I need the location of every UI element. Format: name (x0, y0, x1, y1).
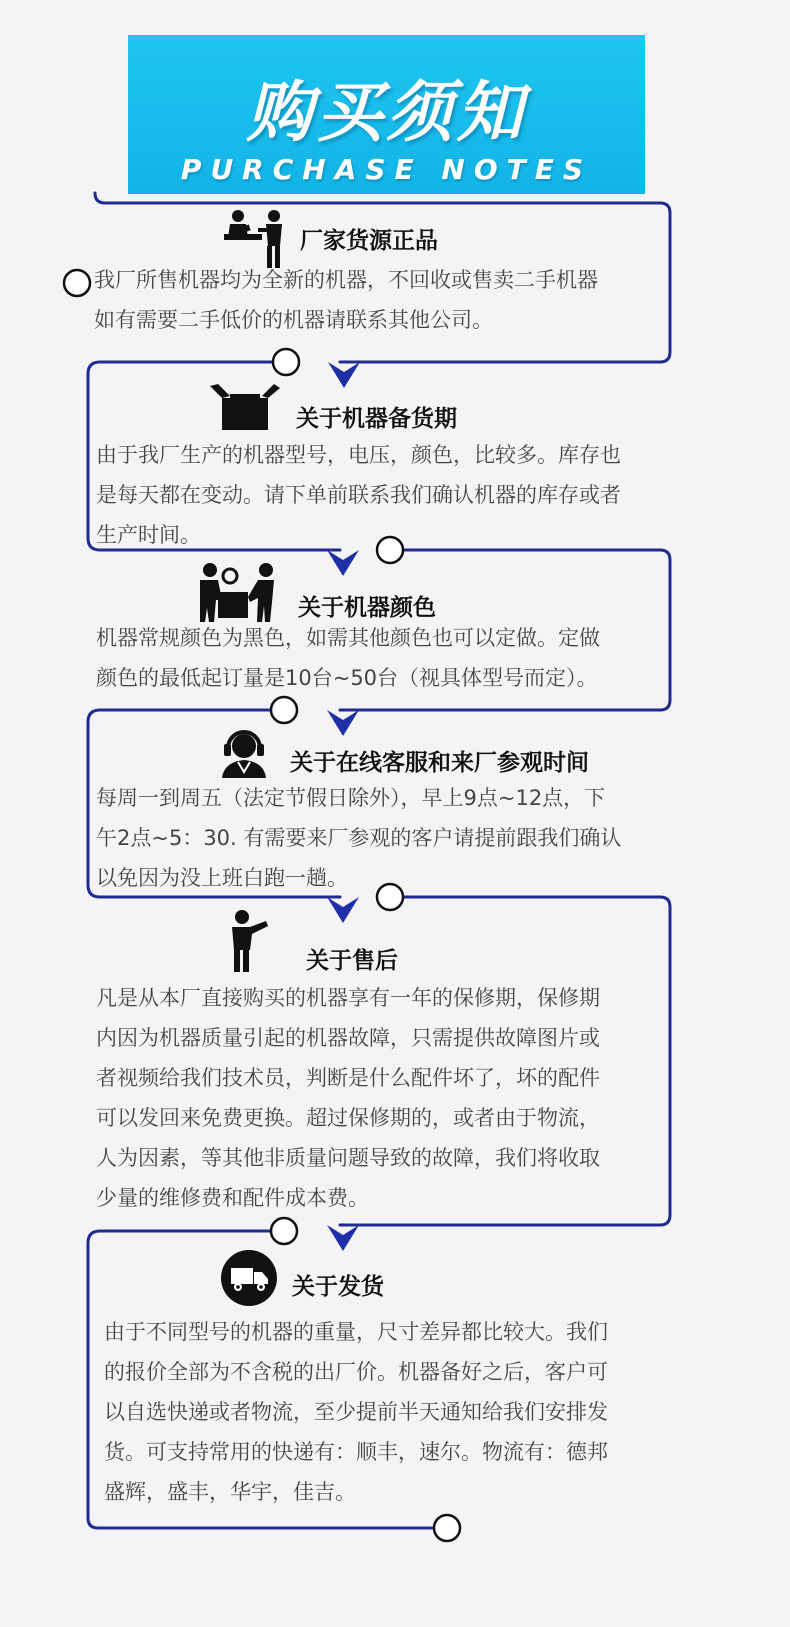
section-body (104, 1312, 608, 1512)
body-line: 如有需要二手低价的机器请联系其他公司。 (94, 308, 493, 332)
body-line: 由于我厂生产的机器型号，电压，颜色，比较多。库存也 (96, 443, 621, 467)
section-heading: 厂家货源正品 (296, 222, 442, 255)
body-line: 的报价全部为不含税的出厂价。机器备好之后，客户可 (104, 1360, 608, 1384)
body-line: 盛辉，盛丰，华宇，佳吉。 (104, 1480, 356, 1504)
body-line: 以免因为没上班白跑一趟。 (96, 866, 348, 890)
banner-title: 购买须知 (246, 74, 527, 151)
body-line: 人为因素，等其他非质量问题导致的故障，我们将收取 (96, 1146, 600, 1170)
flow-node-circle (273, 349, 299, 375)
body-line: 内因为机器质量引起的机器故障，只需提供故障图片或 (96, 1026, 600, 1050)
body-line: 者视频给我们技术员，判断是什么配件坏了，坏的配件 (96, 1066, 600, 1090)
flow-down-arrow (327, 1225, 359, 1251)
section-body (96, 778, 621, 898)
section-body (94, 260, 598, 340)
inspecting-box-icon (190, 562, 280, 622)
section-heading: 关于在线客服和来厂参观时间 (286, 744, 593, 777)
flow-down-arrow (327, 897, 359, 923)
body-line: 少量的维修费和配件成本费。 (96, 1186, 369, 1210)
open-box-icon (208, 384, 282, 430)
body-line: 颜色的最低起订量是10台~50台（视具体型号而定）。 (96, 666, 598, 690)
section-body (96, 618, 600, 698)
delivery-truck-icon (221, 1250, 277, 1306)
section-body (96, 978, 600, 1218)
flow-node-circle (271, 697, 297, 723)
flow-node-circle (271, 1218, 297, 1244)
section-heading: 关于机器颜色 (294, 589, 440, 622)
body-line: 是每天都在变动。请下单前联系我们确认机器的库存或者 (96, 483, 621, 507)
section-heading: 关于发货 (288, 1268, 388, 1301)
body-line: 机器常规颜色为黑色，如需其他颜色也可以定做。定做 (96, 626, 600, 650)
section-heading: 关于售后 (302, 942, 402, 975)
body-line: 货。可支持常用的快递有：顺丰，速尔。物流有：德邦 (104, 1440, 608, 1464)
body-line: 以自选快递或者物流，至少提前半天通知给我们安排发 (104, 1400, 608, 1424)
body-line: 午2点~5：30. 有需要来厂参观的客户请提前跟我们确认 (96, 826, 622, 850)
body-line: 生产时间。 (96, 523, 201, 547)
presenter-pointing-icon (226, 910, 272, 972)
header-banner (128, 35, 645, 194)
flow-down-arrow (328, 362, 360, 388)
section-body (96, 435, 621, 555)
flow-down-arrow (327, 710, 359, 736)
section-heading: 关于机器备货期 (292, 400, 461, 433)
customer-service-headset-icon (218, 728, 270, 778)
flow-node-circle (64, 270, 90, 296)
body-line: 我厂所售机器均为全新的机器，不回收或售卖二手机器 (94, 268, 598, 292)
body-line: 凡是从本厂直接购买的机器享有一年的保修期，保修期 (96, 986, 600, 1010)
body-line: 每周一到周五（法定节假日除外），早上9点~12点，下 (96, 786, 606, 810)
flow-node-circle (434, 1515, 460, 1541)
body-line: 可以发回来免费更换。超过保修期的，或者由于物流， (96, 1106, 600, 1130)
banner-subtitle: PURCHASE NOTES (180, 153, 593, 186)
body-line: 由于不同型号的机器的重量，尺寸差异都比较大。我们 (104, 1320, 608, 1344)
